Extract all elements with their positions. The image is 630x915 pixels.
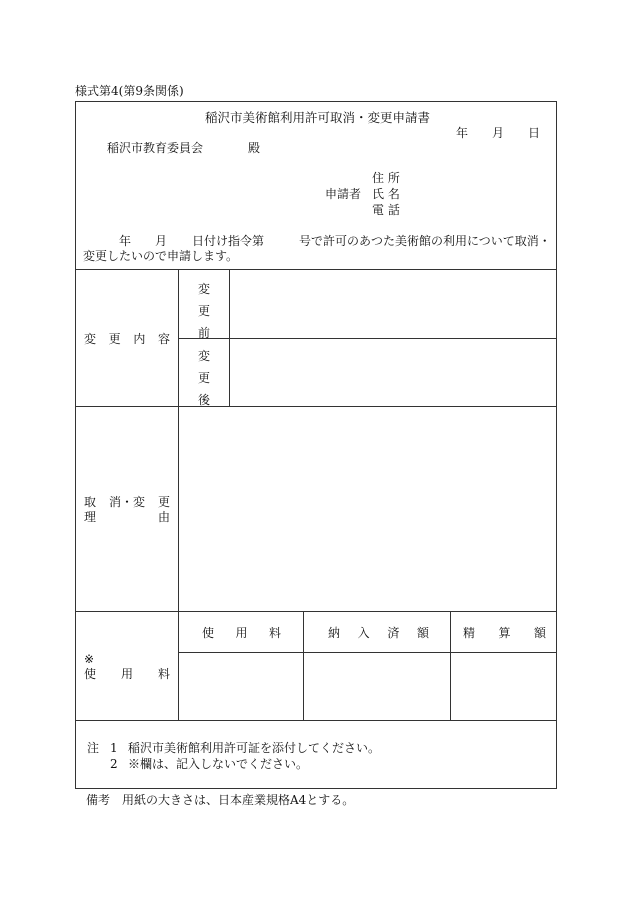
note-2-num: 2 (110, 757, 118, 771)
date-year: 年 (456, 126, 469, 140)
statement-line1: 号で許可のあつた美術館の利用について取消・ (299, 234, 551, 248)
remark-text: 用紙の大きさは、日本産業規格A4とする。 (122, 793, 355, 807)
reason-label-line2: 理 由 (84, 510, 170, 524)
col-usage-fee: 使 用 料 (202, 626, 281, 640)
reason-label-line1: 取 消・変 更 (84, 495, 170, 509)
after-label: 変 更 後 (197, 349, 210, 407)
rule-header-bottom (75, 269, 557, 270)
note-2-text: ※欄は、記入しないでください。 (128, 757, 309, 771)
fee-label: 使 用 料 (84, 667, 170, 681)
rule-fee-bottom (75, 720, 557, 721)
rule-reason-bottom (75, 611, 557, 612)
date-month: 月 (492, 126, 505, 140)
rule-label-column (178, 269, 179, 720)
rule-fee-col-1 (303, 611, 304, 720)
applicant-name-label: 氏 名 (372, 187, 400, 201)
honorific: 殿 (248, 141, 261, 155)
applicant-phone-label: 電 話 (372, 203, 400, 217)
addressee: 稲沢市教育委員会 (107, 141, 204, 155)
form-number: 様式第4(第9条関係) (75, 84, 184, 98)
rule-change-bottom (75, 406, 557, 407)
statement-year: 年 (119, 234, 132, 248)
rule-fee-col-2 (450, 611, 451, 720)
applicant-label: 申請者 (325, 187, 362, 201)
notes-prefix: 注 (87, 741, 100, 755)
col-paid-amount: 納 入 済 額 (328, 626, 429, 640)
form-title: 稲沢市美術館利用許可取消・変更申請書 (205, 110, 431, 125)
statement-dated: 日付け指令第 (192, 234, 265, 248)
statement-line2: 変更したいので申請します。 (83, 249, 239, 263)
rule-subheader-column (229, 269, 230, 406)
change-content-label: 変 更 内 容 (84, 332, 170, 346)
form-frame (75, 101, 557, 789)
before-label: 変 更 前 (197, 282, 210, 340)
staff-only-mark: ※ (84, 652, 95, 666)
applicant-address-label: 住 所 (372, 171, 400, 185)
note-1-num: 1 (110, 741, 118, 755)
note-1-text: 稲沢市美術館利用許可証を添付してください。 (128, 741, 381, 755)
col-settlement-amount: 精 算 額 (463, 626, 546, 640)
date-day: 日 (528, 126, 541, 140)
rule-fee-header (178, 652, 557, 653)
remark-label: 備考 (86, 793, 111, 807)
statement-month: 月 (155, 234, 168, 248)
rule-before-after (178, 338, 557, 339)
